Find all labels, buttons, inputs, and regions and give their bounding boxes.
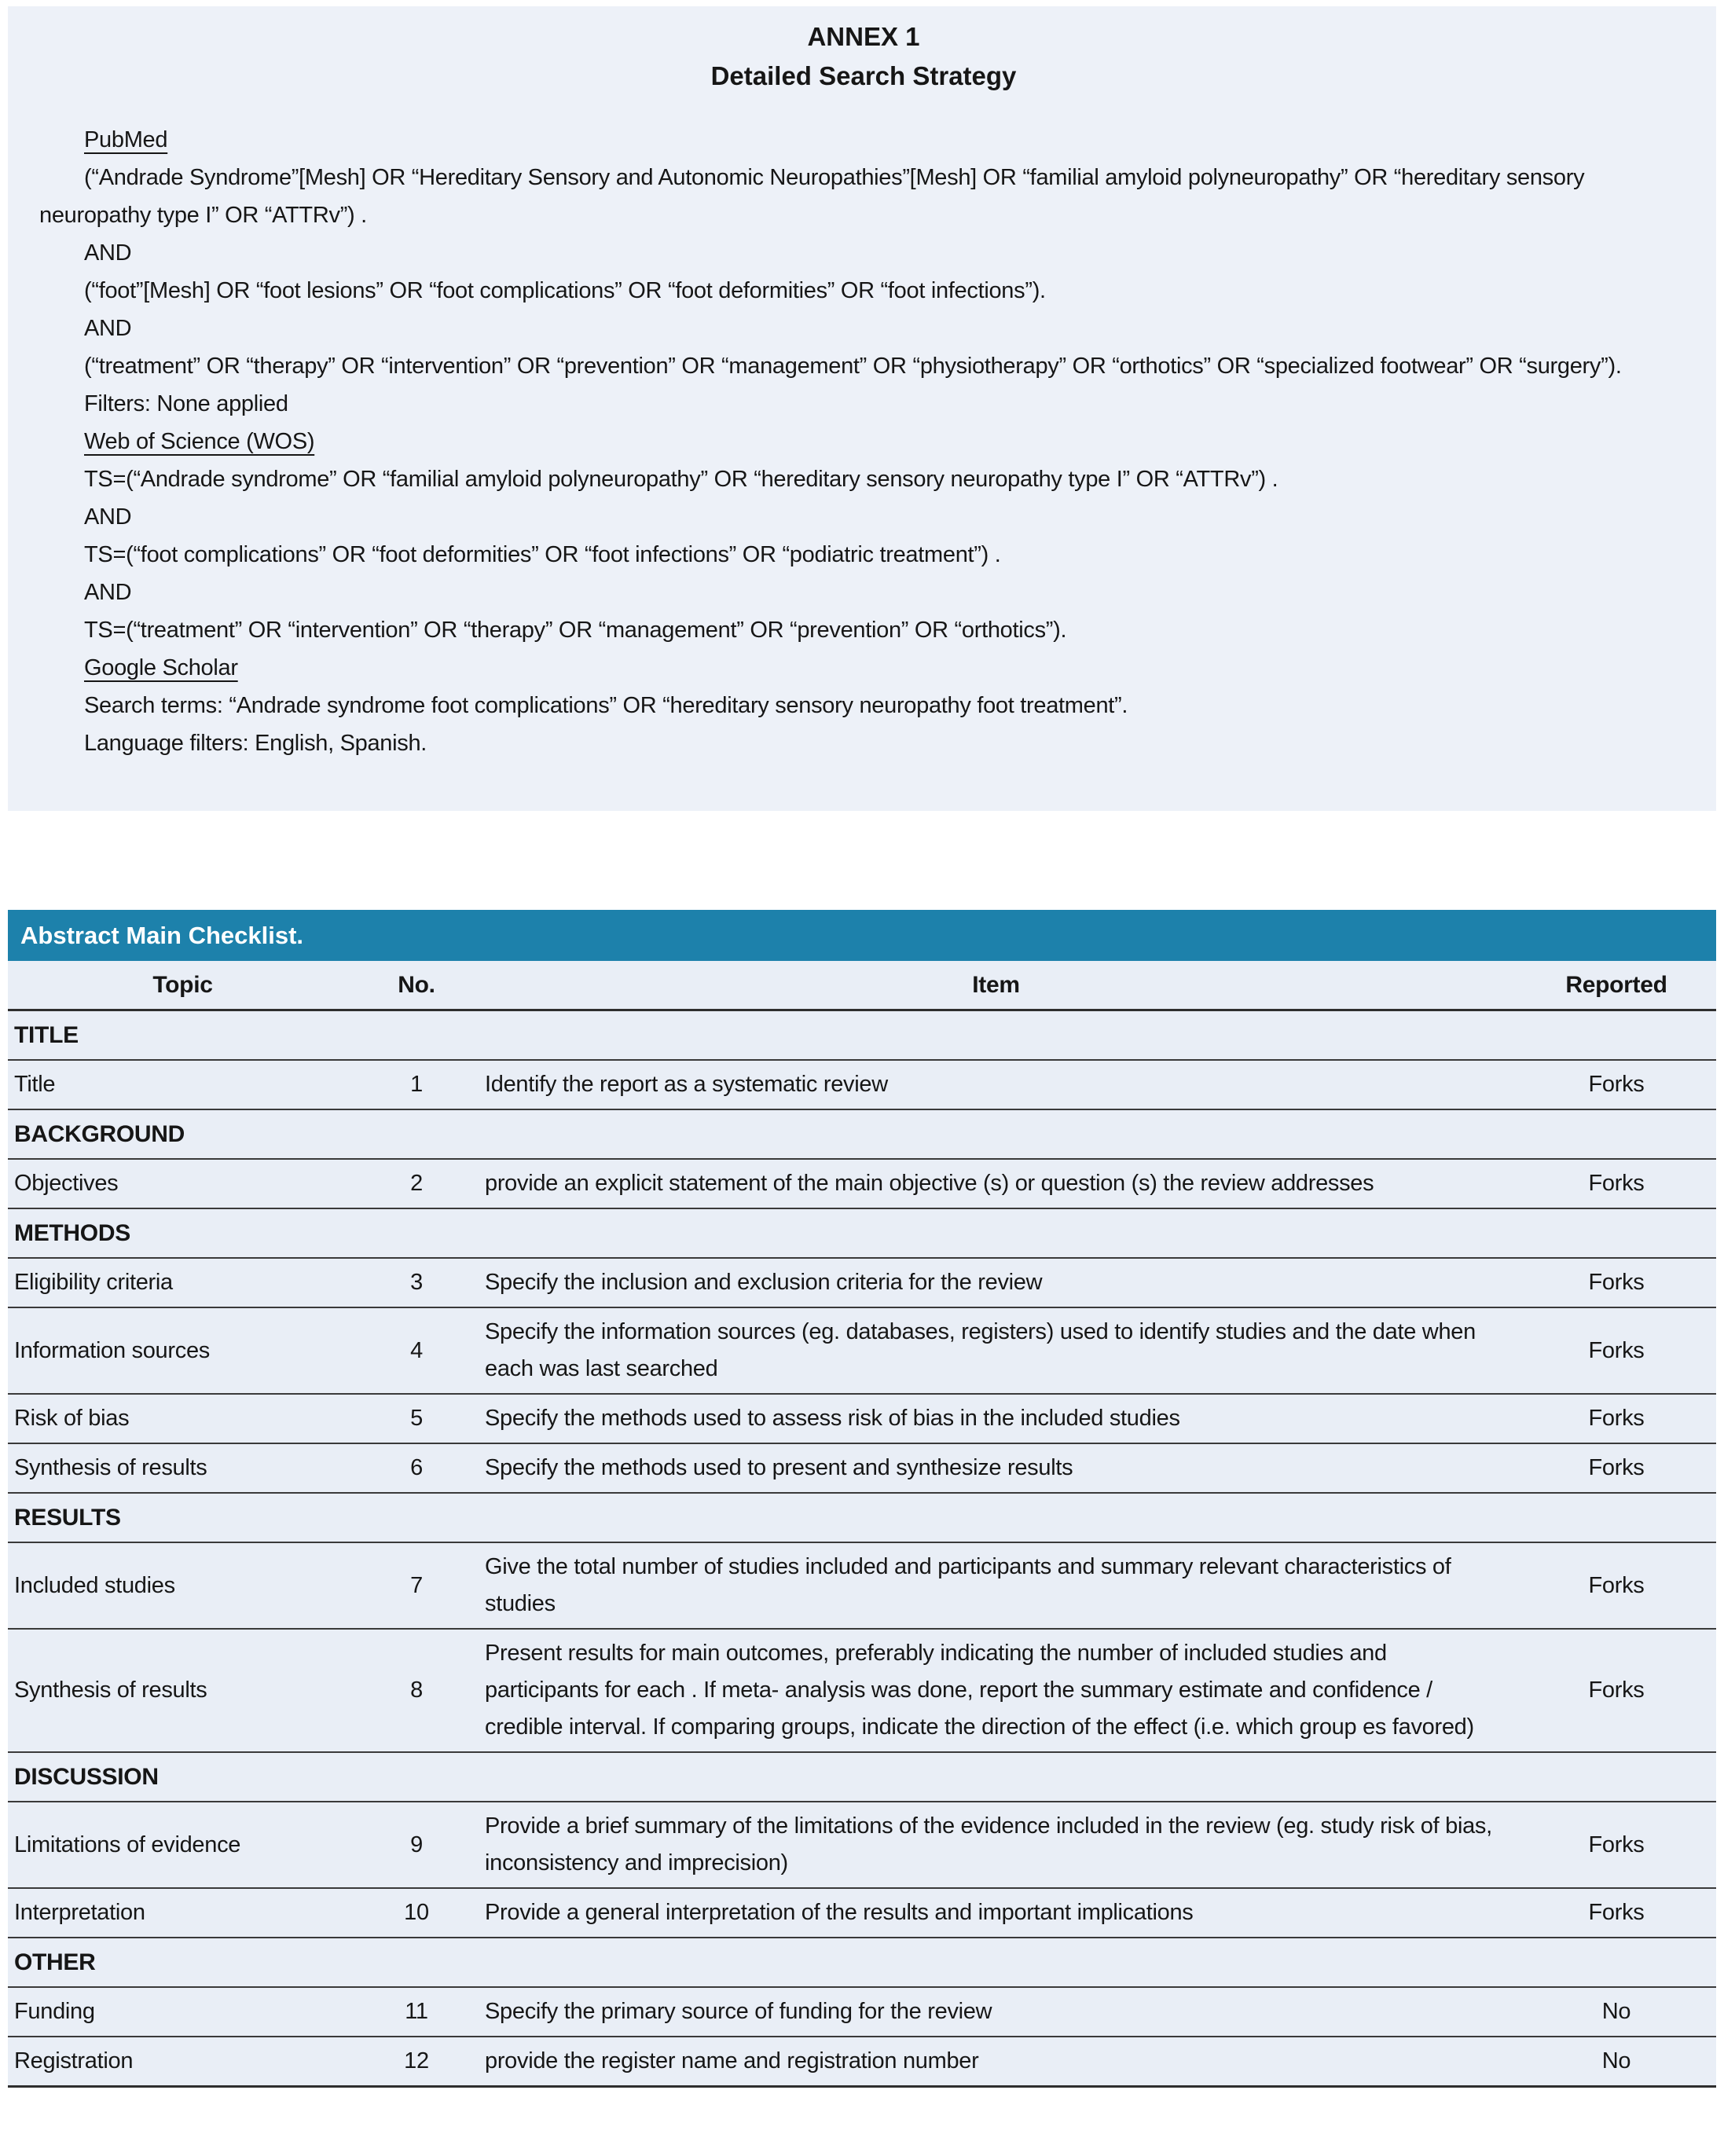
item-cell: Provide a brief summary of the limitations of the evidence included in the review (eg. study risk of bias, inconsistency and imprecision) (485, 1813, 1492, 1876)
section-row-other (8, 1938, 1716, 1987)
reported-cell: Forks (1588, 1072, 1645, 1097)
topic-cell: Synthesis of results (14, 1455, 207, 1480)
section-label: OTHER (14, 1949, 96, 1975)
section-row-background (8, 1109, 1716, 1159)
table-row (8, 1802, 1716, 1888)
item-cell: Specify the information sources (eg. databases, registers) used to identify studies and the date when each was last searched (485, 1319, 1476, 1381)
item-cell: Specify the methods used to present and synthesize results (485, 1455, 1073, 1480)
reported-cell: Forks (1588, 1900, 1645, 1925)
topic-cell: Included studies (14, 1572, 175, 1598)
annex-heading-line1: ANNEX 1 (807, 22, 920, 51)
annex-paragraph: (“Andrade Syndrome”[Mesh] OR “Hereditary Sensory and Autonomic Neuropathies”[Mesh] OR “familial amyloid polyneuropathy” OR “hereditary sensory neuropathy type I” OR “ATTRv”) . (39, 165, 1585, 228)
reported-cell: Forks (1588, 1455, 1645, 1480)
reported-cell: Forks (1588, 1270, 1645, 1295)
no-cell: 2 (410, 1171, 423, 1196)
table-row (8, 1060, 1716, 1109)
table-row (8, 1629, 1716, 1752)
reported-cell: Forks (1588, 1171, 1645, 1196)
item-cell: Specify the primary source of funding for the review (485, 1999, 992, 2024)
annex-paragraph: Language filters: English, Spanish. (84, 731, 427, 756)
annex-paragraph: TS=(“foot complications” OR “foot deformities” OR “foot infections” OR “podiatric treatment”) . (84, 542, 1001, 567)
section-label: METHODS (14, 1220, 130, 1246)
table-row (8, 1159, 1716, 1208)
item-cell: Give the total number of studies included and participants and summary relevant characteristics of studies (485, 1554, 1451, 1616)
checklist-table-body (8, 1010, 1716, 2087)
checklist-title: Abstract Main Checklist. (20, 921, 304, 949)
no-cell: 3 (410, 1270, 423, 1295)
topic-cell: Objectives (14, 1171, 119, 1196)
table-row (8, 1987, 1716, 2037)
annex-paragraph: (“treatment” OR “therapy” OR “intervention” OR “prevention” OR “management” OR “physiotherapy” OR “orthotics” OR “specialized footwear” OR “surgery”). (84, 354, 1622, 379)
annex-paragraph: (“foot”[Mesh] OR “foot lesions” OR “foot complications” OR “foot deformities” OR “foot infections”). (84, 278, 1046, 303)
checklist-table-head (8, 961, 1716, 1010)
annex-paragraph: AND (84, 316, 132, 341)
annex-body (39, 121, 1688, 762)
section-label: TITLE (14, 1022, 79, 1048)
column-header-row (8, 961, 1716, 1010)
item-cell: provide the register name and registration number (485, 2048, 979, 2074)
no-cell: 4 (410, 1337, 423, 1363)
table-row (8, 1888, 1716, 1938)
reported-cell: Forks (1588, 1678, 1645, 1703)
section-row-discussion (8, 1752, 1716, 1802)
section-row-title (8, 1010, 1716, 1061)
annex-source-web-of-science: Web of Science (WOS) (84, 429, 315, 454)
section-label: BACKGROUND (14, 1121, 185, 1147)
topic-cell: Information sources (14, 1337, 210, 1363)
annex-paragraph: TS=(“treatment” OR “intervention” OR “therapy” OR “management” OR “prevention” OR “orthotics”). (84, 618, 1067, 643)
table-row (8, 1307, 1716, 1394)
checklist-table (8, 961, 1716, 2088)
reported-cell: Forks (1588, 1572, 1645, 1598)
column-header-no: No. (398, 972, 435, 998)
table-row (8, 1394, 1716, 1443)
column-header-topic: Topic (152, 972, 213, 998)
item-cell: Present results for main outcomes, preferably indicating the number of included studies and participants for each . If meta- analysis was done, report the summary estimate and confidence / credible interval. If comparing groups, indicate the direction of the effect (i.e. which group es favored) (485, 1641, 1474, 1740)
reported-cell: Forks (1588, 1832, 1645, 1857)
topic-cell: Risk of bias (14, 1406, 130, 1431)
table-row (8, 2037, 1716, 2087)
no-cell: 5 (410, 1406, 423, 1431)
reported-cell: Forks (1588, 1406, 1645, 1431)
no-cell: 12 (404, 2048, 429, 2074)
reported-cell: No (1601, 2048, 1631, 2074)
checklist-title-bar (8, 910, 1716, 961)
no-cell: 8 (410, 1678, 423, 1703)
checklist-section (8, 910, 1716, 2088)
item-cell: Specify the inclusion and exclusion criteria for the review (485, 1270, 1043, 1295)
topic-cell: Funding (14, 1999, 95, 2024)
item-cell: Provide a general interpretation of the results and important implications (485, 1900, 1194, 1925)
annex-search-strategy-box (8, 6, 1716, 811)
section-label: RESULTS (14, 1505, 121, 1531)
annex-paragraph: Filters: None applied (84, 391, 288, 416)
section-row-methods (8, 1208, 1716, 1258)
no-cell: 10 (404, 1900, 429, 1925)
column-header-reported: Reported (1565, 972, 1667, 998)
no-cell: 9 (410, 1832, 423, 1857)
annex-paragraph: TS=(“Andrade syndrome” OR “familial amyloid polyneuropathy” OR “hereditary sensory neuropathy type I” OR “ATTRv”) . (84, 467, 1278, 492)
section-label: DISCUSSION (14, 1764, 159, 1790)
table-row (8, 1542, 1716, 1629)
reported-cell: No (1601, 1999, 1631, 2024)
no-cell: 7 (410, 1572, 423, 1598)
table-row (8, 1443, 1716, 1493)
annex-paragraph: AND (84, 240, 132, 266)
item-cell: Identify the report as a systematic review (485, 1072, 888, 1097)
topic-cell: Limitations of evidence (14, 1832, 241, 1857)
annex-heading (39, 17, 1688, 96)
section-row-results (8, 1493, 1716, 1542)
annex-source-google-scholar: Google Scholar (84, 655, 238, 680)
table-row (8, 1258, 1716, 1307)
annex-paragraph: AND (84, 580, 132, 605)
reported-cell: Forks (1588, 1337, 1645, 1363)
annex-heading-line2: Detailed Search Strategy (710, 61, 1017, 90)
annex-paragraph: Search terms: “Andrade syndrome foot complications” OR “hereditary sensory neuropathy foot treatment”. (84, 693, 1128, 718)
item-cell: provide an explicit statement of the main objective (s) or question (s) the review addresses (485, 1171, 1374, 1196)
no-cell: 1 (410, 1072, 423, 1097)
no-cell: 11 (405, 1999, 428, 2024)
item-cell: Specify the methods used to assess risk of bias in the included studies (485, 1406, 1180, 1431)
column-header-item: Item (972, 972, 1020, 998)
topic-cell: Eligibility criteria (14, 1270, 173, 1295)
topic-cell: Interpretation (14, 1900, 145, 1925)
topic-cell: Title (14, 1072, 56, 1097)
annex-paragraph: AND (84, 504, 132, 530)
topic-cell: Synthesis of results (14, 1678, 207, 1703)
no-cell: 6 (410, 1455, 423, 1480)
topic-cell: Registration (14, 2048, 134, 2074)
annex-source-pubmed: PubMed (84, 127, 168, 152)
